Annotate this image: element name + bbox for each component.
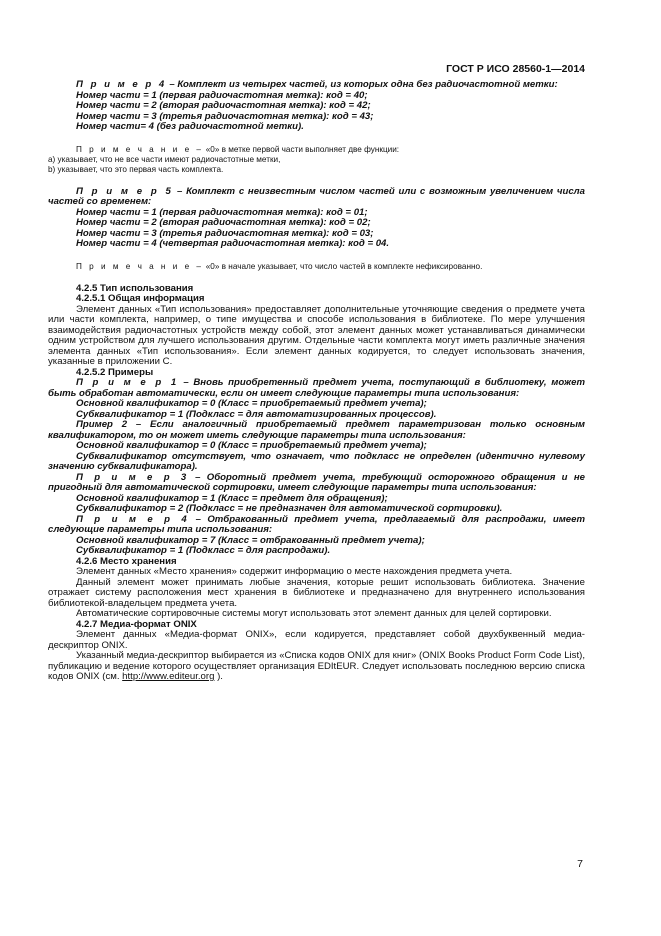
- note-1-item: b) указывает, что это первая часть комплекта.: [48, 164, 224, 174]
- section-4-2-6-title: 4.2.6 Место хранения: [76, 555, 177, 567]
- section-4-2-6-text: Данный элемент может принимать любые значения, которые решит использовать библиотека. Значение отражает систему расположения мест хранения в библиотеке и предназначено для внутреннего использования библиотекой-владельцем предмета учета.: [48, 576, 585, 609]
- usage-example-4: П р и м е р 4 – Отбракованный предмет учета, предлагаемый для распродажи, имеет следующие параметры типа использования:: [48, 513, 585, 535]
- section-4-2-5-1-title: 4.2.5.1 Общая информация: [76, 293, 205, 304]
- usage-example-3: П р и м е р 3 – Оборотный предмет учета, требующий осторожного обращения и не пригодный для автоматической сортировки, имеет следующие параметры типа использования:: [48, 471, 585, 493]
- usage-example-4-line: Субквалификатор = 1 (Подкласс = для распродажи).: [76, 545, 331, 556]
- usage-example-3-line: Субквалификатор = 2 (Подкласс = не предназначен для автоматической сортировки).: [76, 503, 503, 514]
- usage-example-3-line: Основной квалификатор = 1 (Класс = предмет для обращения);: [76, 492, 388, 504]
- example-5-line: Номер части = 4 (четвертая радиочастотная метка): код = 04.: [76, 238, 390, 249]
- usage-example-2-line: Основной квалификатор = 0 (Класс = приобретаемый предмет учета);: [76, 440, 427, 451]
- section-4-2-7-text: Элемент данных «Медиа-формат ONIX», если кодируется, представляет собой двухбуквенный медиа-дескриптор ONIX.: [48, 629, 585, 651]
- section-4-2-5-1-text: Элемент данных «Тип использования» предоставляет дополнительные уточняющие сведения о предмете учета или части комплекта, например, о типе имущества и способе использования в библиотеке. По мере улучшения взаимодействия радиочастотных устройств между собой, этот элемент данных может устанавливаться динамически одним устройством для лучшего использования другим. Отдельные части комплекта могут иметь различные значения элемента данных «Тип использования». Если элемент данных кодируется, то следует использовать значения, указанные в приложении С.: [48, 303, 585, 367]
- note-1: П р и м е ч а н и е – «0» в метке первой части выполняет две функции:: [76, 144, 400, 154]
- section-4-2-7-title: 4.2.7 Медиа-формат ONIX: [76, 618, 197, 630]
- example-5-line: Номер части = 3 (третья радиочастотная метка): код = 03;: [76, 227, 374, 239]
- section-4-2-7-text: Указанный медиа-дескриптор выбирается из «Списка кодов ONIX для книг» (ONIX Books Product Form Code List), публикацию и ведение которого осуществляет организация EDItEUR. Следует использовать последнюю версию списка кодов ONIX (см. http://www.editeur.org ).: [48, 650, 585, 682]
- doc-header: ГОСТ Р ИСО 28560-1—2014: [446, 63, 585, 75]
- example-5-line: Номер части = 1 (первая радиочастотная метка): код = 01;: [76, 206, 368, 218]
- note-2: П р и м е ч а н и е – «0» в начале указывает, что число частей в комплекте нефиксированно.: [76, 261, 483, 271]
- section-4-2-5-title: 4.2.5 Тип использования: [76, 282, 194, 294]
- example-5-line: Номер части = 2 (вторая радиочастотная метка): код = 02;: [76, 217, 371, 228]
- example-4-line: Номер части = 1 (первая радиочастотная метка): код = 40;: [76, 89, 368, 101]
- editeur-link[interactable]: http://www.editeur.org: [122, 671, 215, 682]
- document-body: [48, 80, 585, 683]
- section-4-2-6-text: Автоматические сортировочные системы могут использовать этот элемент данных для целей сортировки.: [76, 608, 552, 619]
- example-4-line: Номер части = 3 (третья радиочастотная метка): код = 43;: [76, 110, 374, 122]
- example-4-line: Номер части= 4 (без радиочастотной метки).: [76, 121, 304, 132]
- example-4-intro: П р и м е р 4 – Комплект из четырех частей, из которых одна без радиочастотной метки:: [76, 79, 558, 90]
- note-1-item: a) указывает, что не все части имеют радиочастотные метки,: [48, 154, 281, 164]
- usage-example-2: Пример 2 – Если аналогичный приобретаемый предмет параметризован только основным квалификатором, то он может иметь следующие параметры типа использования:: [48, 419, 585, 441]
- example-4-line: Номер части = 2 (вторая радиочастотная метка): код = 42;: [76, 100, 371, 111]
- section-4-2-6-text: Элемент данных «Место хранения» содержит информацию о месте нахождения предмета учета.: [76, 566, 513, 577]
- usage-example-1: П р и м е р 1 – Вновь приобретенный предмет учета, поступающий в библиотеку, может быть обработан автоматически, если он имеет следующие параметры типа использования:: [48, 377, 585, 399]
- usage-example-1-line: Основной квалификатор = 0 (Класс = приобретаемый предмет учета);: [76, 398, 427, 409]
- section-4-2-5-2-title: 4.2.5.2 Примеры: [76, 366, 154, 378]
- page-number: 7: [577, 858, 583, 870]
- usage-example-2-line: Субквалификатор отсутствует, что означает, что подкласс не определен (идентично нулевому значению субквалификатора).: [48, 450, 585, 472]
- usage-example-1-line: Субквалификатор = 1 (Подкласс = для автоматизированных процессов).: [76, 408, 437, 420]
- usage-example-4-line: Основной квалификатор = 7 (Класс = отбракованный предмет учета);: [76, 534, 425, 546]
- example-5-intro: П р и м е р 5 – Комплект с неизвестным числом частей или с возможным увеличением числа частей со временем:: [48, 185, 585, 207]
